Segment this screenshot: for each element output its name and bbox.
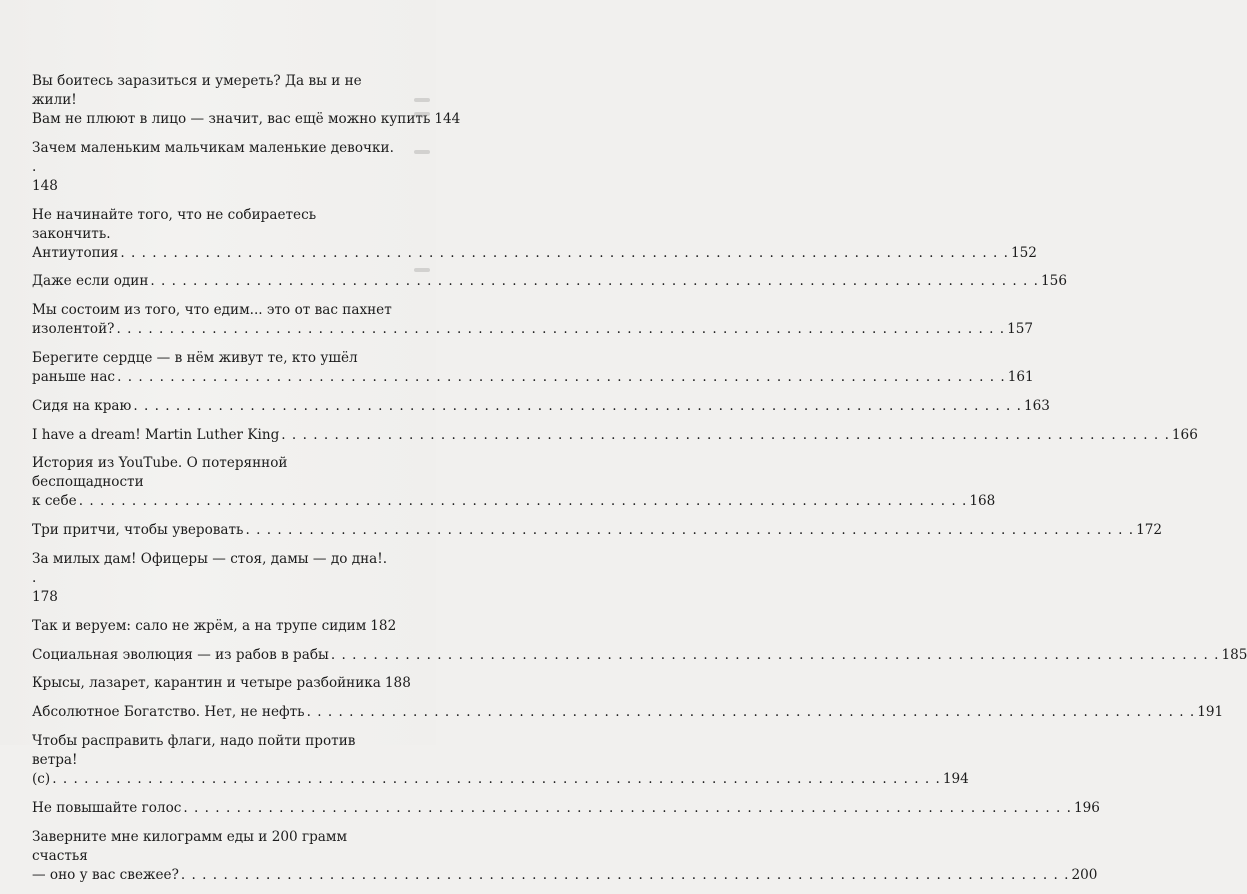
toc-entry — [32, 550, 394, 607]
toc-page-number: 163 — [1023, 397, 1050, 414]
toc-entry — [32, 674, 411, 693]
toc-page-number: 188 — [384, 675, 411, 692]
toc-page-number: 152 — [1010, 244, 1037, 261]
toc-entry-title: — оно у вас свежее? — [32, 866, 179, 883]
toc-entry-title: к себе — [32, 493, 77, 510]
toc-page-number: 156 — [1041, 273, 1067, 290]
toc-entry-title-line: Заверните мне килограмм еды и 200 грамм счастья — [32, 828, 348, 864]
toc-entry-title-line: Не начинайте того, что не собираетесь закончить. — [32, 206, 317, 242]
toc-entry — [32, 454, 996, 511]
toc-entry — [32, 426, 1198, 445]
toc-entry-leader-line — [32, 674, 411, 693]
toc-entry-leader-line — [32, 426, 1198, 445]
toc-entry-leader-line — [32, 866, 1098, 885]
table-of-contents — [32, 72, 1247, 894]
toc-entry-leader-line — [32, 617, 397, 636]
leader-dots — [120, 244, 1009, 263]
toc-page-number: 166 — [1171, 426, 1198, 443]
toc-entry-title: I have a dream! Martin Luther King — [32, 426, 280, 443]
toc-entry — [32, 206, 1037, 263]
toc-entry — [32, 703, 1224, 722]
toc-page-number: 191 — [1197, 704, 1224, 721]
toc-entry-title: Три притчи, чтобы уверовать — [32, 522, 244, 539]
toc-entry-title-line: Мы состоим из того, что едим... это от вас пахнет — [32, 302, 392, 319]
toc-entry — [32, 272, 1067, 291]
toc-entry-title: Сидя на краю — [32, 397, 132, 414]
toc-entry-leader-line — [32, 646, 1247, 665]
leader-dots — [52, 770, 941, 789]
toc-page-number: 144 — [434, 111, 461, 127]
leader-dots — [116, 320, 1005, 339]
toc-entry-title: Так и веруем: сало не жрём, а на трупе сидим — [32, 617, 367, 634]
leader-dots — [307, 703, 1196, 722]
bleed-through-mark — [414, 98, 430, 102]
toc-entry — [32, 301, 1034, 339]
leader-dots — [331, 646, 1220, 665]
toc-entry-title-line: Чтобы расправить флаги, надо пойти против ветра! — [32, 732, 356, 768]
toc-entry — [32, 72, 461, 129]
toc-page-number: 161 — [1007, 368, 1034, 385]
toc-entry-leader-line — [32, 703, 1224, 722]
toc-entry-leader-line — [32, 110, 461, 129]
toc-entry-leader-line — [32, 521, 1163, 540]
toc-entry-title: Не повышайте голос — [32, 799, 182, 816]
toc-page-number: 172 — [1136, 522, 1163, 539]
toc-entry — [32, 732, 969, 789]
leader-dots — [117, 368, 1006, 387]
toc-entry-leader-line — [32, 397, 1050, 416]
toc-entry-leader-line — [32, 799, 1100, 818]
leader-dots — [181, 866, 1070, 885]
toc-page-number: 157 — [1007, 321, 1034, 338]
toc-entry-title: Социальная эволюция — из рабов в рабы — [32, 646, 329, 663]
toc-entry — [32, 397, 1050, 416]
toc-entry-leader-line — [32, 588, 394, 607]
leader-dots — [79, 492, 968, 511]
toc-entry-title: Антиутопия — [32, 244, 119, 261]
toc-entry — [32, 646, 1247, 665]
toc-entry-leader-line — [32, 320, 1034, 339]
toc-entry — [32, 617, 397, 636]
toc-entry — [32, 349, 1034, 387]
toc-entry-leader-line — [32, 770, 969, 789]
toc-page-number: 196 — [1074, 799, 1100, 816]
toc-entry-title: раньше нас — [32, 368, 116, 385]
toc-entry-title: Даже если один — [32, 273, 149, 290]
toc-entry-leader-line — [32, 272, 1067, 291]
toc-page-number: 148 — [32, 177, 58, 194]
toc-entry-title: (c) — [32, 770, 51, 787]
toc-entry-leader-line — [32, 177, 394, 196]
toc-entry-leader-line — [32, 244, 1037, 263]
toc-page-number: 178 — [32, 588, 58, 605]
leader-dots — [133, 397, 1022, 416]
toc-entry-title-line: За милых дам! Офицеры — стоя, дамы — до дна!. . — [32, 550, 388, 586]
toc-entry-title: Абсолютное Богатство. Нет, не нефть — [32, 704, 305, 721]
toc-entry-leader-line — [32, 492, 996, 511]
toc-entry-title-line: Зачем маленьким мальчикам маленькие девочки. . — [32, 139, 394, 175]
leader-dots — [245, 521, 1134, 540]
leader-dots — [281, 426, 1170, 445]
toc-entry — [32, 139, 394, 196]
toc-entry-title: изолентой? — [32, 321, 115, 338]
toc-entry-title-line: Берегите сердце — в нём живут те, кто ушёл — [32, 349, 358, 366]
toc-entry-leader-line — [32, 368, 1034, 387]
toc-entry — [32, 521, 1163, 540]
toc-page-number: 194 — [942, 770, 969, 787]
toc-entry-title: Крысы, лазарет, карантин и четыре разбойника — [32, 675, 381, 692]
bleed-through-mark — [414, 268, 430, 272]
leader-dots — [183, 799, 1072, 818]
toc-entry-title-line: Вы боитесь заразиться и умереть? Да вы и не жили! — [32, 73, 362, 108]
toc-entry-title: Вам не плюют в лицо — значит, вас ещё можно купить — [32, 111, 431, 127]
toc-entry — [32, 828, 1098, 885]
bleed-through-mark — [414, 150, 430, 154]
toc-page-number: 185 — [1221, 646, 1247, 663]
toc-page-number: 182 — [370, 617, 397, 634]
toc-page-number: 168 — [969, 493, 996, 510]
toc-entry-title-line: История из YouTube. О потерянной беспощадности — [32, 455, 288, 491]
leader-dots — [150, 272, 1039, 291]
toc-entry — [32, 799, 1100, 818]
toc-page-number: 200 — [1071, 866, 1098, 883]
